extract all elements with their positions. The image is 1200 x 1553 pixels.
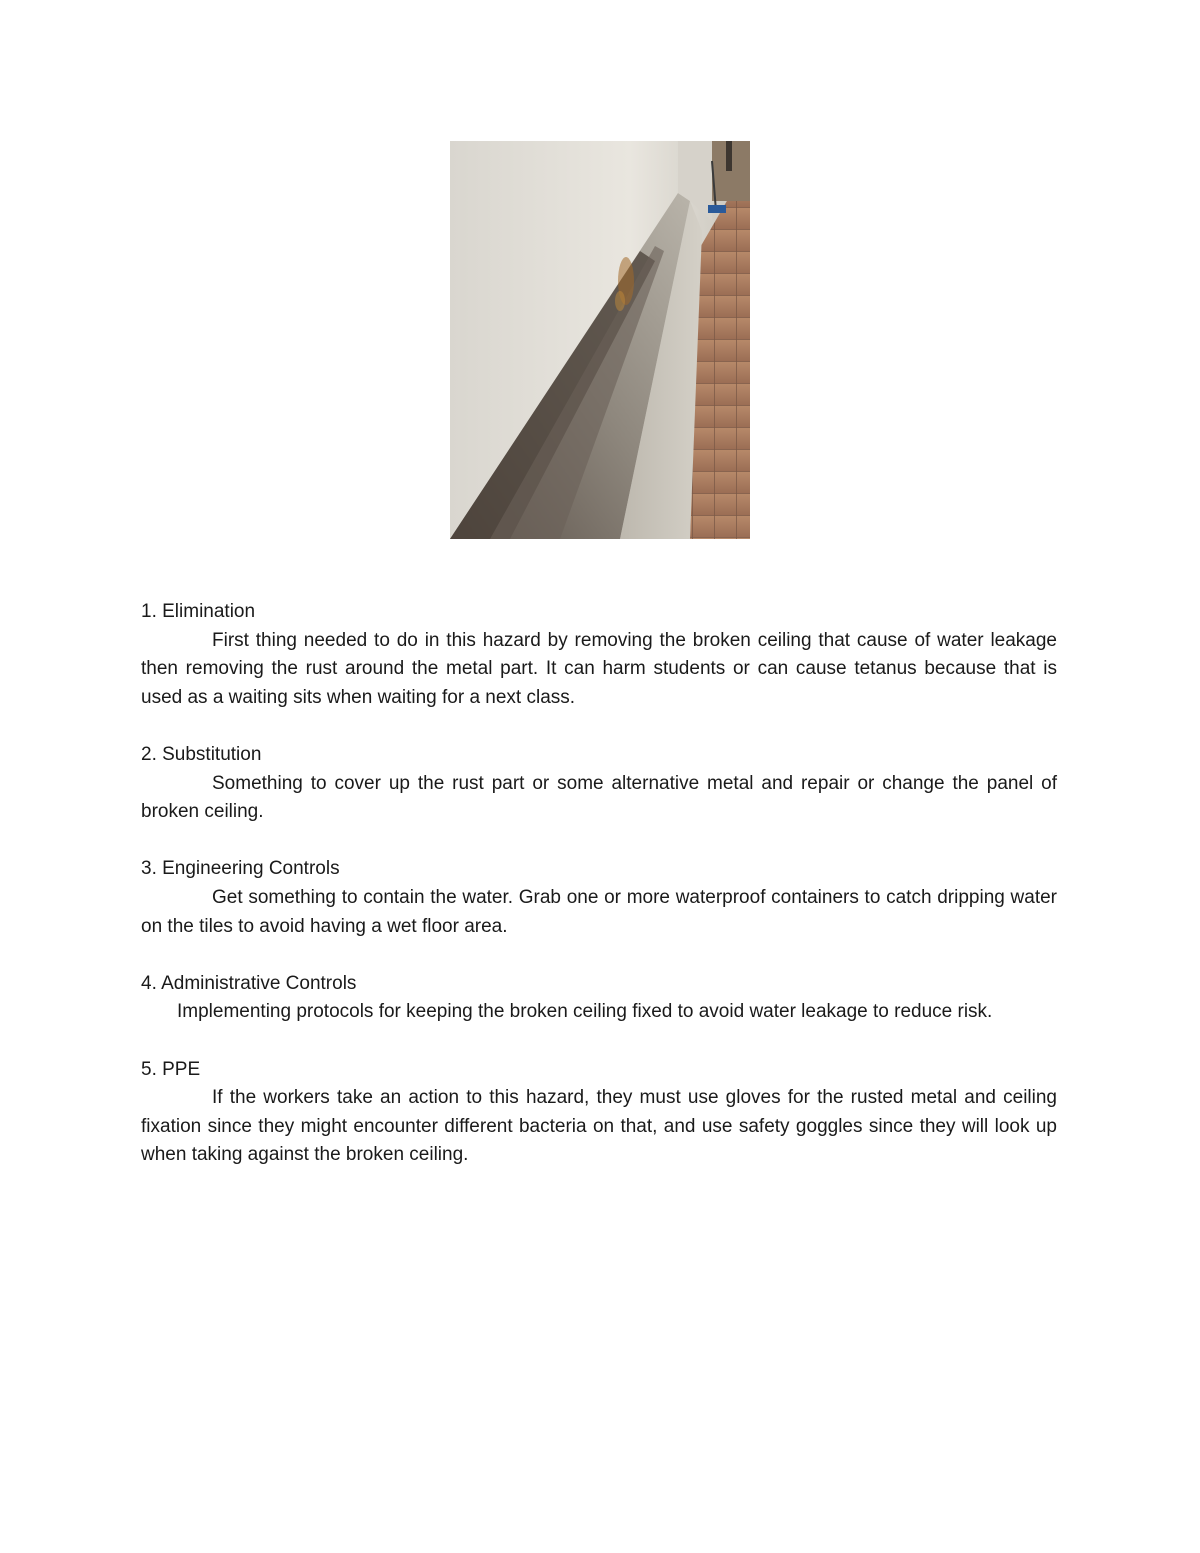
hazard-photo (450, 141, 750, 539)
section-heading: 2. Substitution (141, 743, 262, 765)
section-heading: 1. Elimination (141, 601, 256, 622)
section-elimination (141, 598, 1057, 712)
hierarchy-of-controls (141, 598, 1057, 1198)
section-body: First thing needed to do in this hazard by removing the broken ceiling that cause of water leakage then removing the rust around the metal part. It can harm students or can cause tetanus because that is used as a waiting sits when waiting for a next class. (141, 629, 1057, 708)
section-body: If the workers take an action to this hazard, they must use gloves for the rusted metal and ceiling fixation since they might encounter different bacteria on that, and use safety goggles since they will look up when taking against the broken ceiling. (141, 1087, 1057, 1166)
section-body: Implementing protocols for keeping the broken ceiling fixed to avoid water leakage to reduce risk. (177, 1001, 993, 1023)
section-engineering-controls (141, 855, 1057, 941)
section-administrative-controls (141, 970, 1057, 1027)
section-heading: 5. PPE (141, 1058, 201, 1080)
section-body: Get something to contain the water. Grab one or more waterproof containers to catch dripping water on the tiles to avoid having a wet floor area. (141, 886, 1057, 937)
section-heading: 3. Engineering Controls (141, 858, 340, 880)
section-substitution (141, 741, 1057, 827)
section-body: Something to cover up the rust part or some alternative metal and repair or change the panel of broken ceiling. (141, 772, 1057, 823)
section-heading: 4. Administrative Controls (141, 972, 357, 994)
corridor-ledge-image (450, 141, 750, 539)
section-ppe (141, 1056, 1057, 1170)
